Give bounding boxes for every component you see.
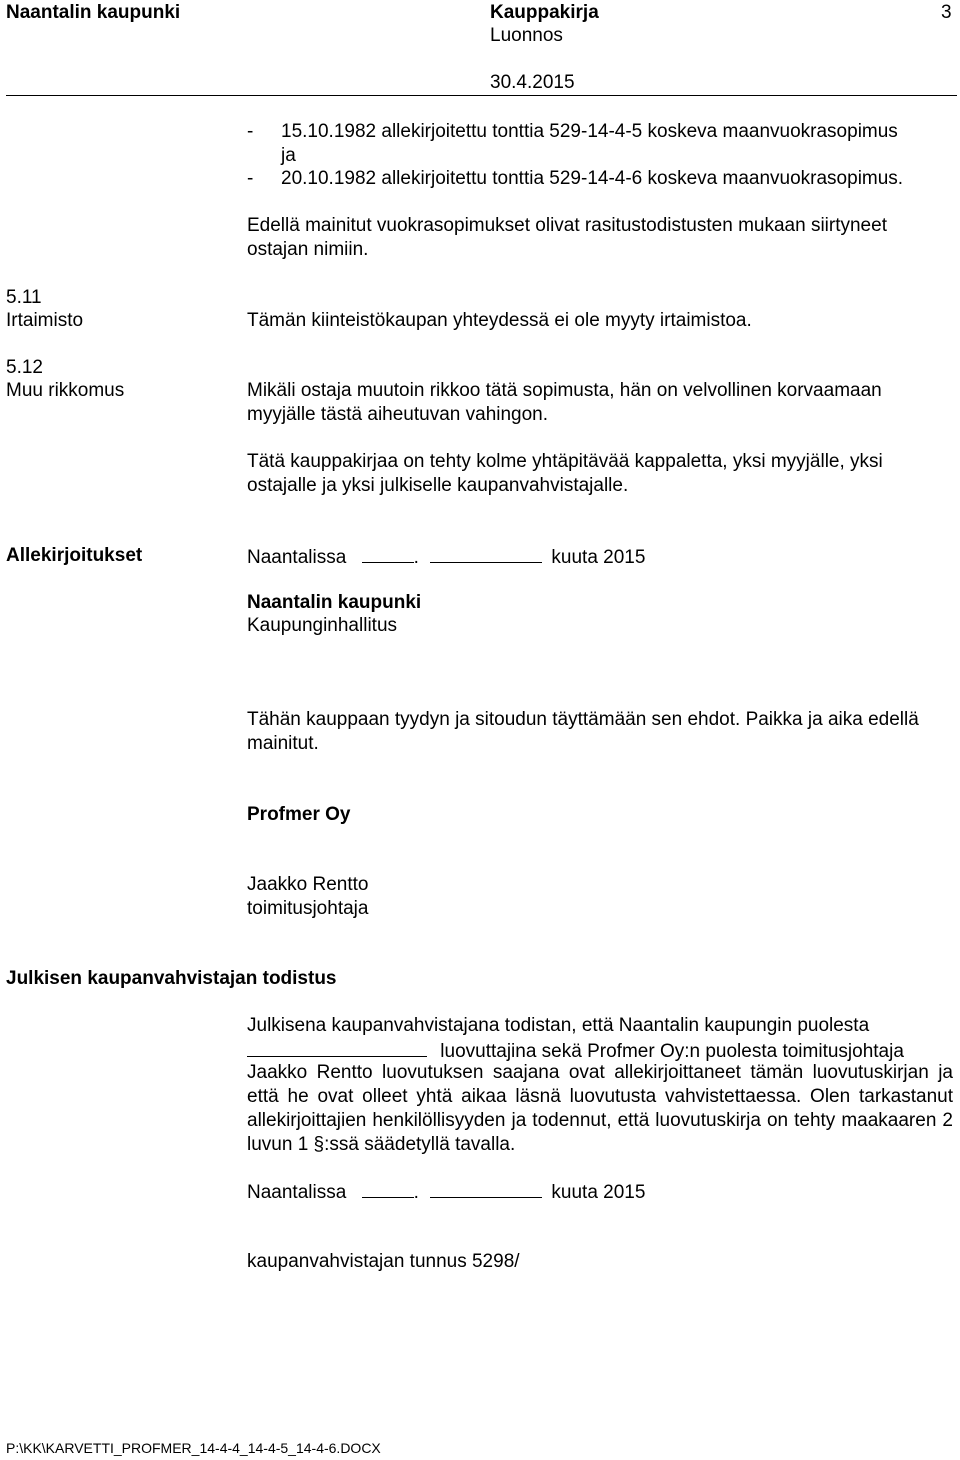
section-number-5-12: 5.12: [6, 357, 43, 378]
section-title-irtaimisto: Irtaimisto: [6, 310, 84, 331]
buyer-consent-text: Tähän kauppaan tyydyn ja sitoudun täyttämään sen ehdot. Paikka ja aika edellä mainitut.: [247, 709, 919, 754]
section-text-muu-rikkomus: Mikäli ostaja muutoin rikkoo tätä sopimusta, hän on velvollinen korvaamaan myyjälle tästä aiheutuvan vahingon.: [247, 380, 882, 425]
page-number: 3: [941, 2, 952, 23]
header-date: 30.4.2015: [490, 72, 575, 93]
lease-item-2: 20.10.1982 allekirjoitettu tonttia 529-14-4-6 koskeva maanvuokrasopimus.: [281, 168, 904, 189]
certificate-place: Naantalissa: [247, 1182, 347, 1203]
signature-month-year: kuuta 2015: [551, 547, 646, 568]
copies-paragraph: Tätä kauppakirjaa on tehty kolme yhtäpitävää kappaletta, yksi myyjälle, yksi ostajalle ja yksi julkiselle kaupanvahvistajalle.: [247, 451, 883, 496]
buyer-signer-title: toimitusjohtaja: [247, 898, 369, 919]
day-blank: [362, 544, 414, 563]
seller-representative-blank: [247, 1038, 427, 1057]
section-title-muu-rikkomus: Muu rikkomus: [6, 380, 125, 401]
certificate-month-year: kuuta 2015: [551, 1182, 646, 1203]
footer-file-path: P:\KK\KARVETTI_PROFMER_14-4-4_14-4-5_14-4-6.DOCX: [6, 1440, 381, 1456]
notary-id: kaupanvahvistajan tunnus 5298/: [247, 1251, 520, 1272]
certificate-date-separator: .: [413, 1182, 419, 1203]
seller-body: Kaupunginhallitus: [247, 615, 398, 636]
certificate-line-2-row: [247, 1038, 904, 1063]
certificate-heading: Julkisen kaupanvahvistajan todistus: [6, 968, 337, 989]
lease-conjunction: ja: [281, 145, 296, 166]
month-blank: [430, 544, 542, 563]
signatures-heading: Allekirjoitukset: [6, 545, 143, 566]
header-organization: Naantalin kaupunki: [6, 2, 181, 23]
header-status: Luonnos: [490, 25, 563, 46]
signature-place-date: [247, 544, 645, 569]
buyer-signer: Jaakko Rentto: [247, 874, 369, 895]
date-separator: .: [413, 547, 419, 568]
buyer-name: Profmer Oy: [247, 804, 351, 825]
certificate-line-2: luovuttajina sekä Profmer Oy:n puolesta toimitusjohtaja: [440, 1041, 904, 1062]
section-text-irtaimisto: Tämän kiinteistökaupan yhteydessä ei ole myyty irtaimistoa.: [247, 310, 752, 331]
certificate-place-date: [247, 1179, 645, 1204]
header-doc-type: Kauppakirja: [490, 2, 599, 23]
certificate-text: Jaakko Rentto luovutuksen saajana ovat allekirjoittaneet tämän luovutuskirjan ja että he ovat olleet yhtä aikaa läsnä luovutusta vahvistettaessa. Olen tarkastanut allekirjoittajien henkilöllisyyden ja todennut, että luovutuskirja on tehty maakaaren 2 luvun 1 §:ssä säädetyllä tavalla.: [247, 1062, 953, 1155]
certificate-line-1: Julkisena kaupanvahvistajana todistan, että Naantalin kaupungin puolesta: [247, 1015, 870, 1036]
signature-place: Naantalissa: [247, 547, 347, 568]
header-divider: [6, 95, 957, 96]
lease-item-1: 15.10.1982 allekirjoitettu tonttia 529-14-4-5 koskeva maanvuokrasopimus: [281, 121, 898, 142]
certificate-month-blank: [430, 1179, 542, 1198]
lease-note: Edellä mainitut vuokrasopimukset olivat rasitustodistusten mukaan siirtyneet ostajan nimiin.: [247, 215, 887, 260]
certificate-day-blank: [362, 1179, 414, 1198]
lease-item-2-dash: -: [247, 168, 254, 189]
section-number-5-11: 5.11: [6, 287, 42, 308]
lease-item-1-dash: -: [247, 121, 254, 142]
seller-name: Naantalin kaupunki: [247, 592, 422, 613]
